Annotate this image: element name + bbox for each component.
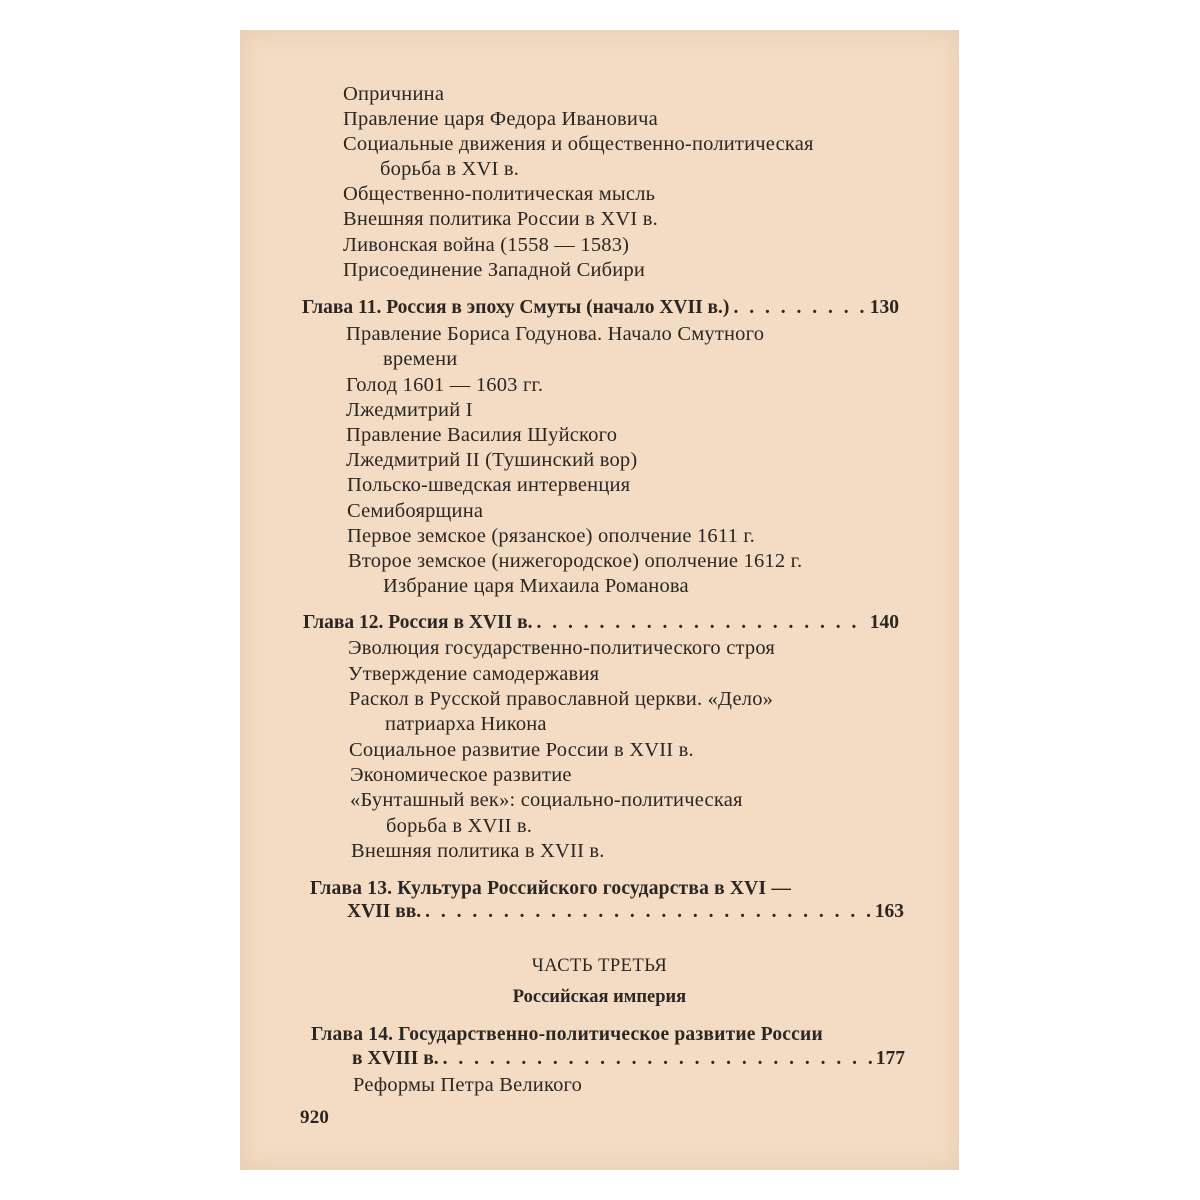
toc-item: Первое земское (рязанское) ополчение 1611 г. xyxy=(347,525,755,547)
leader-dots xyxy=(733,296,865,320)
leader-dots xyxy=(443,1047,872,1071)
toc-item: Голод 1601 — 1603 гг. xyxy=(346,374,544,396)
book-page xyxy=(240,30,959,1170)
leader-dots xyxy=(536,611,865,635)
toc-item: Опричнина xyxy=(343,83,445,105)
toc-item: Общественно-политическая мысль xyxy=(343,183,656,205)
chapter-title: XVII вв. xyxy=(347,901,422,922)
chapter-title: Глава 12. Россия в XVII в. xyxy=(303,612,533,633)
toc-item: Лжедмитрий I xyxy=(346,399,473,421)
page-number: 920 xyxy=(300,1107,330,1128)
chapter-title: Глава 11. Россия в эпоху Смуты (начало XVII в.) xyxy=(302,297,730,318)
chapter-14-heading xyxy=(352,1047,905,1071)
leader-dots xyxy=(425,900,871,924)
toc-item: Социальные движения и общественно-политическая xyxy=(343,133,814,155)
toc-item: Ливонская война (1558 — 1583) xyxy=(343,234,630,256)
chapter-14-title: Глава 14. Государственно-политическое развитие России xyxy=(311,1024,823,1045)
chapter-12-heading xyxy=(303,611,899,635)
chapter-page: 130 xyxy=(869,297,899,318)
toc-item: Экономическое развитие xyxy=(350,764,572,786)
toc-item: Второе земское (нижегородское) ополчение 1612 г. xyxy=(348,550,803,572)
toc-item: времени xyxy=(383,348,458,370)
toc-item: патриарха Никона xyxy=(385,713,547,735)
chapter-page: 177 xyxy=(875,1048,905,1069)
chapter-title: в XVIII в. xyxy=(352,1048,439,1069)
toc-item: Внешняя политика России в XVI в. xyxy=(343,208,658,230)
toc-item: Правление царя Федора Ивановича xyxy=(343,108,658,130)
toc-item: Раскол в Русской православной церкви. «Дело» xyxy=(349,688,774,710)
toc-item: Социальное развитие России в XVII в. xyxy=(349,739,694,761)
chapter-13-title: Глава 13. Культура Российского государства в XVI — xyxy=(310,878,792,899)
chapter-13-heading xyxy=(347,900,904,924)
toc-item: Правление Бориса Годунова. Начало Смутного xyxy=(346,323,765,345)
toc-item: Избрание царя Михаила Романова xyxy=(383,575,689,597)
toc-item: Эволюция государственно-политического строя xyxy=(348,637,776,659)
toc-item: Утверждение самодержавия xyxy=(348,663,600,685)
chapter-page: 140 xyxy=(869,612,899,633)
toc-item: борьба в XVI в. xyxy=(380,158,520,180)
toc-item: Лжедмитрий II (Тушинский вор) xyxy=(346,449,638,471)
chapter-page: 163 xyxy=(874,901,904,922)
toc-item: Семибоярщина xyxy=(347,500,484,522)
part-label: ЧАСТЬ ТРЕТЬЯ xyxy=(531,956,668,976)
toc-item: Правление Василия Шуйского xyxy=(346,424,618,446)
toc-item: борьба в XVII в. xyxy=(386,815,533,837)
toc-item: Реформы Петра Великого xyxy=(353,1074,583,1096)
toc-item: Внешняя политика в XVII в. xyxy=(351,840,605,862)
toc-item: Польско-шведская интервенция xyxy=(347,474,631,496)
toc-item: Присоединение Западной Сибири xyxy=(343,259,646,281)
toc-item: «Бунташный век»: социально-политическая xyxy=(350,789,743,811)
part-name: Российская империя xyxy=(512,987,687,1007)
chapter-11-heading xyxy=(302,296,899,320)
